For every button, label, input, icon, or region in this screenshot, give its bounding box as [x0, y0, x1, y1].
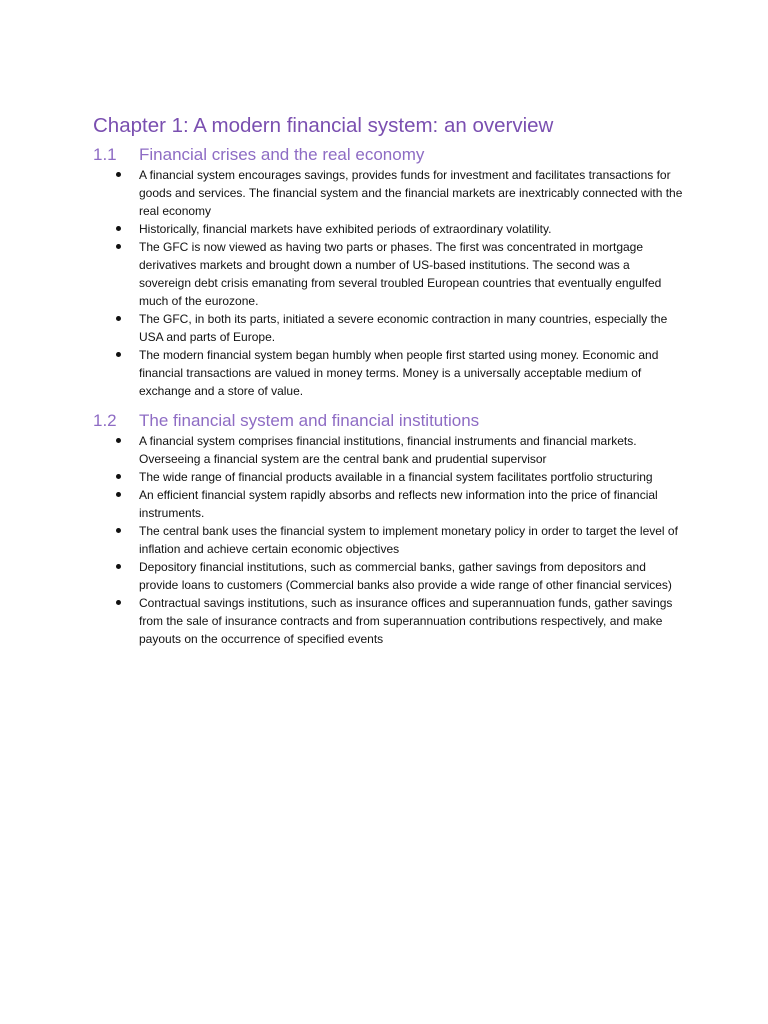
bullet-item — [113, 468, 683, 486]
bullet-icon — [113, 594, 139, 648]
section-title: Financial crises and the real economy — [139, 145, 425, 164]
bullet-item — [113, 486, 683, 522]
bullet-text: Historically, financial markets have exhibited periods of extraordinary volatility. — [139, 222, 552, 236]
bullet-text: An efficient financial system rapidly absorbs and reflects new information into the price of financial instruments. — [139, 488, 658, 520]
bullet-text: A financial system encourages savings, provides funds for investment and facilitates transactions for goods and services. The financial system and the financial markets are inextricably connected with the real economy — [139, 168, 683, 218]
bullet-text: Contractual savings institutions, such as insurance offices and superannuation funds, gather savings from the sale of insurance contracts and from superannuation contributions respectively, and make payouts on the occurrence of specified events — [139, 596, 673, 646]
bullet-item — [113, 594, 683, 648]
bullet-text: The modern financial system began humbly when people first started using money. Economic and financial transactions are valued in money terms. Money is a universally acceptable medium of exchange and a store of value. — [139, 348, 659, 398]
section-title: The financial system and financial institutions — [139, 411, 480, 430]
section-heading — [93, 410, 683, 432]
bullet-list — [93, 432, 683, 648]
bullet-item — [113, 310, 683, 346]
bullet-icon — [113, 558, 139, 594]
bullet-text: The GFC is now viewed as having two parts or phases. The first was concentrated in mortgage derivatives markets and brought down a number of US-based institutions. The second was a sovereign debt crisis emanating from several troubled European countries that eventually engulfed much of the eurozone. — [139, 240, 662, 308]
bullet-icon — [113, 220, 139, 238]
section-1-1 — [93, 144, 683, 400]
section-number: 1.2 — [93, 411, 117, 430]
bullet-text: The GFC, in both its parts, initiated a severe economic contraction in many countries, especially the USA and parts of Europe. — [139, 312, 668, 344]
chapter-title: Chapter 1: A modern financial system: an overview — [93, 114, 554, 137]
section-heading — [93, 144, 683, 166]
bullet-icon — [113, 346, 139, 400]
bullet-text: The central bank uses the financial system to implement monetary policy in order to target the level of inflation and achieve certain economic objectives — [139, 524, 678, 556]
bullet-text: Depository financial institutions, such as commercial banks, gather savings from depositors and provide loans to customers (Commercial banks also provide a wide range of other financial services) — [139, 560, 672, 592]
bullet-list — [93, 166, 683, 400]
bullet-item — [113, 166, 683, 220]
bullet-icon — [113, 310, 139, 346]
bullet-item — [113, 220, 683, 238]
bullet-icon — [113, 522, 139, 558]
document-page — [93, 112, 683, 648]
bullet-text: The wide range of financial products available in a financial system facilitates portfolio structuring — [139, 470, 653, 484]
bullet-item — [113, 346, 683, 400]
bullet-icon — [113, 432, 139, 468]
bullet-icon — [113, 468, 139, 486]
bullet-item — [113, 432, 683, 468]
bullet-item — [113, 558, 683, 594]
bullet-item — [113, 238, 683, 310]
bullet-icon — [113, 166, 139, 220]
bullet-icon — [113, 238, 139, 310]
section-number: 1.1 — [93, 145, 117, 164]
bullet-text: A financial system comprises financial institutions, financial instruments and financial markets. Overseeing a financial system are the central bank and prudential supervisor — [139, 434, 637, 466]
bullet-icon — [113, 486, 139, 522]
bullet-item — [113, 522, 683, 558]
section-1-2 — [93, 410, 683, 648]
